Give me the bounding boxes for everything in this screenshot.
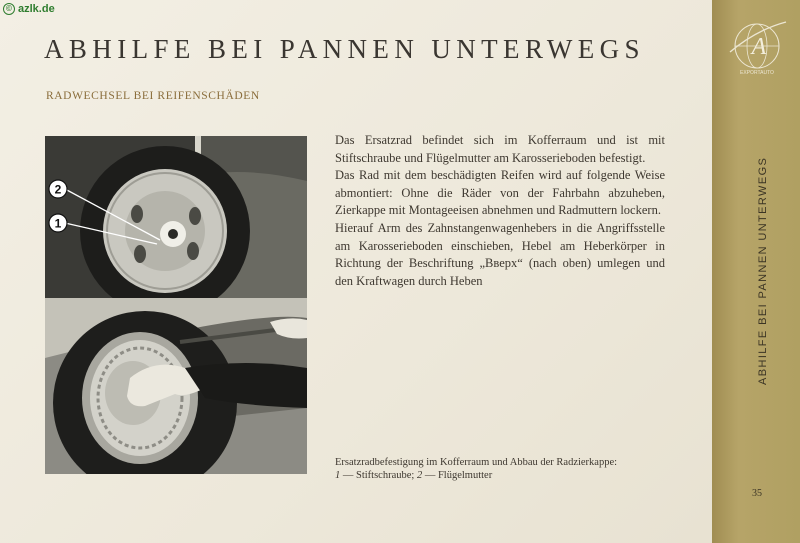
caption-line-1: Ersatzradbefestigung im Kofferraum und Abbau der Radzierkappe:: [335, 457, 618, 468]
globe-logo-icon: [726, 16, 788, 78]
spare-wheel-illustration: [45, 136, 307, 298]
page-title: ABHILFE BEI PANNEN UNTERWEGS: [44, 34, 645, 64]
section-subtitle: RADWECHSEL BEI REIFENSCHÄDEN: [46, 90, 260, 102]
body-text: [335, 132, 665, 290]
callout-1: 1: [54, 216, 62, 231]
logo-text: EXPORTAUTO: [740, 70, 774, 76]
caption-item-2-number: 2: [416, 470, 423, 481]
watermark-text: azlk.de: [18, 3, 55, 15]
page-number: 35: [752, 488, 762, 499]
callout-2: 2: [54, 182, 62, 197]
caption-item-1-number: 1: [335, 470, 341, 481]
caption-line-2: [335, 469, 675, 482]
hubcap-removal-photo: [45, 298, 307, 474]
copyright-icon: ©: [3, 3, 15, 15]
hubcap-removal-illustration: [45, 298, 307, 474]
side-title: ABHILFE BEI PANNEN UNTERWEGS: [757, 156, 769, 385]
caption-item-2-text: — Flügelmutter: [422, 470, 493, 481]
logo-letter: A: [751, 34, 767, 60]
paragraph-removal: Das Rad mit dem beschädigten Reifen wird auf folgende Weise abmontiert: Ohne die Räder von der Fahrbahn abzuheben, Zierkappe mit Montageeisen abnehmen und Radmuttern lockern.: [335, 168, 665, 218]
paragraph-jack: Hierauf Arm des Zahnstangenwagenhebers in die Angriffsstelle am Karosserieboden einschieben, Hebel am Heberkörper in Richtung der Beschriftung „Вверх“ (nach oben) umlegen und den Kraftwagen durch Heben: [335, 220, 665, 288]
watermark[interactable]: [3, 3, 55, 15]
side-band: [712, 0, 800, 543]
figure-caption: [335, 456, 675, 482]
paragraph-spare-wheel: Das Ersatzrad befindet sich im Kofferraum und ist mit Stiftschraube und Flügelmutter am Karosserieboden befestigt.: [335, 133, 665, 165]
caption-item-1-text: — Stiftschraube;: [340, 470, 417, 481]
spare-wheel-photo: [45, 136, 307, 298]
